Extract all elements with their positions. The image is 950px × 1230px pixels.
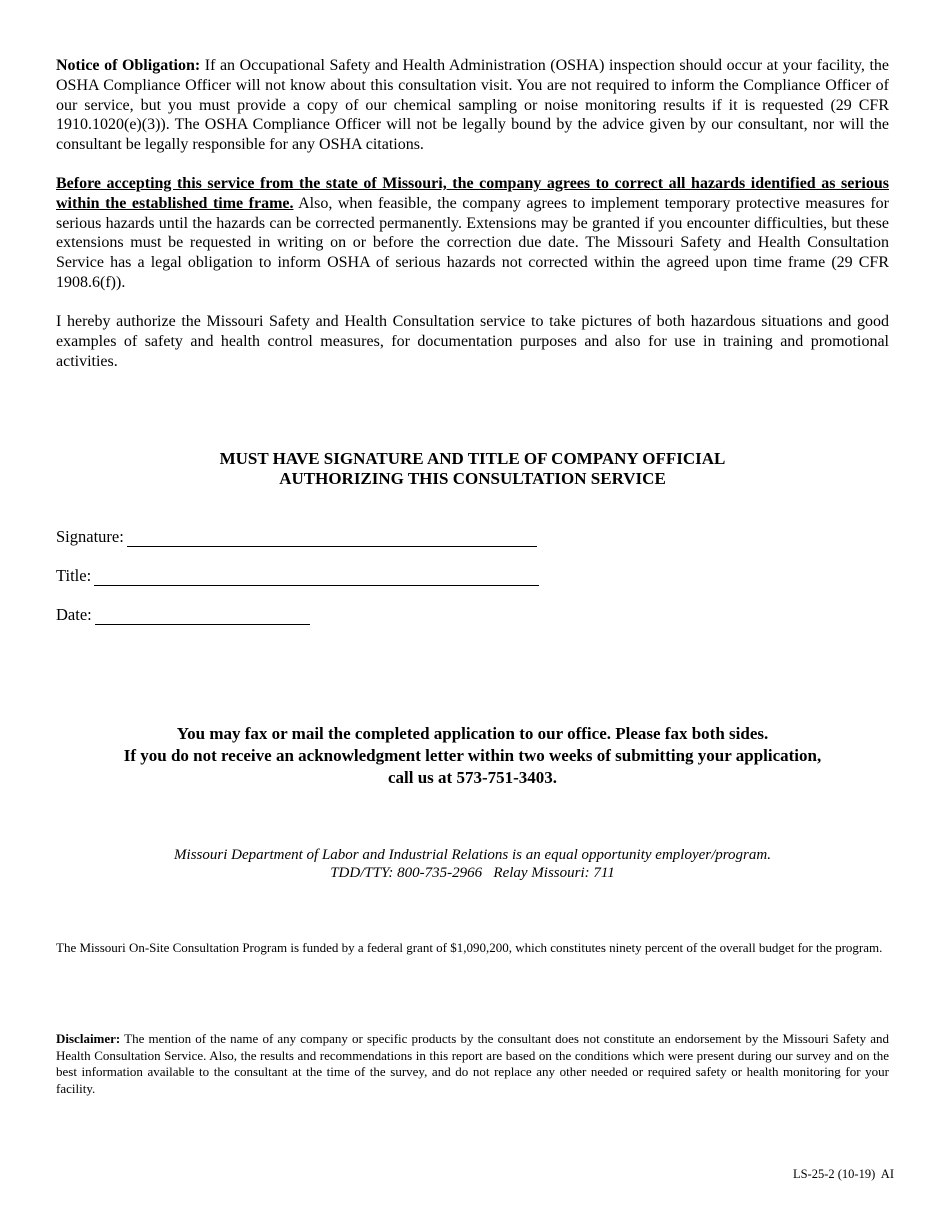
disclaimer-text: The mention of the name of any company or specific products by the consultant does not constitute an endorsement by the Missouri Safety and Health Consultation Service. Also, the results and recommendations in this report are based on the conditions which were present during our survey and on the best information available to the consultant at the time of the survey, and do not replace any other needed or required safety or health monitoring for your facility. bbox=[56, 1031, 889, 1096]
notice-text: If an Occupational Safety and Health Administration (OSHA) inspection should occur at your facility, the OSHA Compliance Officer will not know about this consultation visit. You are not required to inform the Compliance Officer of our service, but you must provide a copy of our chemical sampling or noise monitoring results if it is requested (29 CFR 1910.1020(e)(3)). The OSHA Compliance Officer will not be legally bound by the advice given by our consultant, nor will the consultant be legally responsible for any OSHA citations. bbox=[56, 57, 890, 154]
disclaimer-label: Disclaimer: bbox=[56, 1031, 121, 1046]
date-label: Date: bbox=[56, 605, 92, 624]
agreement-text: Also, when feasible, the company agrees to implement temporary protective measures for serious hazards until the hazards can be corrected permanently. Extensions may be granted if you encounter difficulties, but these extensions must be requested in writing on or before the correction due date. The Missouri Safety and Health Consultation Service has a legal obligation to inform OSHA of serious hazards not corrected within the agreed upon time frame (29 CFR 1908.6(f)). bbox=[56, 194, 889, 291]
disclaimer-paragraph bbox=[56, 1031, 889, 1097]
agreement-emphasis: Before accepting this service from the state of Missouri, the company agrees to correct all hazards identified as serious within the established time frame. bbox=[56, 175, 889, 212]
date-line[interactable] bbox=[95, 608, 310, 625]
eeo-line1: Missouri Department of Labor and Industrial Relations is an equal opportunity employer/program. bbox=[174, 847, 771, 863]
signature-field[interactable] bbox=[56, 527, 537, 547]
eeo-statement bbox=[56, 846, 889, 882]
title-line[interactable] bbox=[94, 569, 539, 586]
agreement-paragraph bbox=[56, 174, 889, 293]
date-field[interactable] bbox=[56, 605, 310, 625]
notice-label: Notice of Obligation: bbox=[56, 57, 201, 74]
title-label: Title: bbox=[56, 566, 92, 585]
signature-heading bbox=[56, 449, 889, 489]
signature-heading-line1: MUST HAVE SIGNATURE AND TITLE OF COMPANY OFFICIAL bbox=[219, 449, 726, 468]
title-field[interactable] bbox=[56, 566, 539, 586]
funding-statement: The Missouri On-Site Consultation Program is funded by a federal grant of $1,090,200, which constitutes ninety percent of the overall budget for the program. bbox=[56, 940, 883, 955]
fax-notice-line1: You may fax or mail the completed application to our office. Please fax both sides. bbox=[176, 724, 769, 743]
notice-of-obligation-paragraph bbox=[56, 56, 889, 155]
fax-notice-line2: If you do not receive an acknowledgment letter within two weeks of submitting your application, bbox=[123, 746, 822, 765]
form-number: LS-25-2 (10-19) AI bbox=[792, 1167, 894, 1181]
authorization-paragraph: I hereby authorize the Missouri Safety and Health Consultation service to take pictures of both hazardous situations and good examples of safety and health control measures, for documentation purposes and also for use in training and promotional activities. bbox=[56, 313, 889, 370]
fax-notice bbox=[56, 723, 889, 789]
eeo-line2: TDD/TTY: 800-735-2966 Relay Missouri: 711 bbox=[330, 865, 615, 881]
signature-line[interactable] bbox=[127, 530, 537, 547]
fax-notice-line3: call us at 573-751-3403. bbox=[387, 768, 558, 787]
signature-label: Signature: bbox=[56, 527, 124, 546]
signature-heading-line2: AUTHORIZING THIS CONSULTATION SERVICE bbox=[279, 469, 666, 488]
